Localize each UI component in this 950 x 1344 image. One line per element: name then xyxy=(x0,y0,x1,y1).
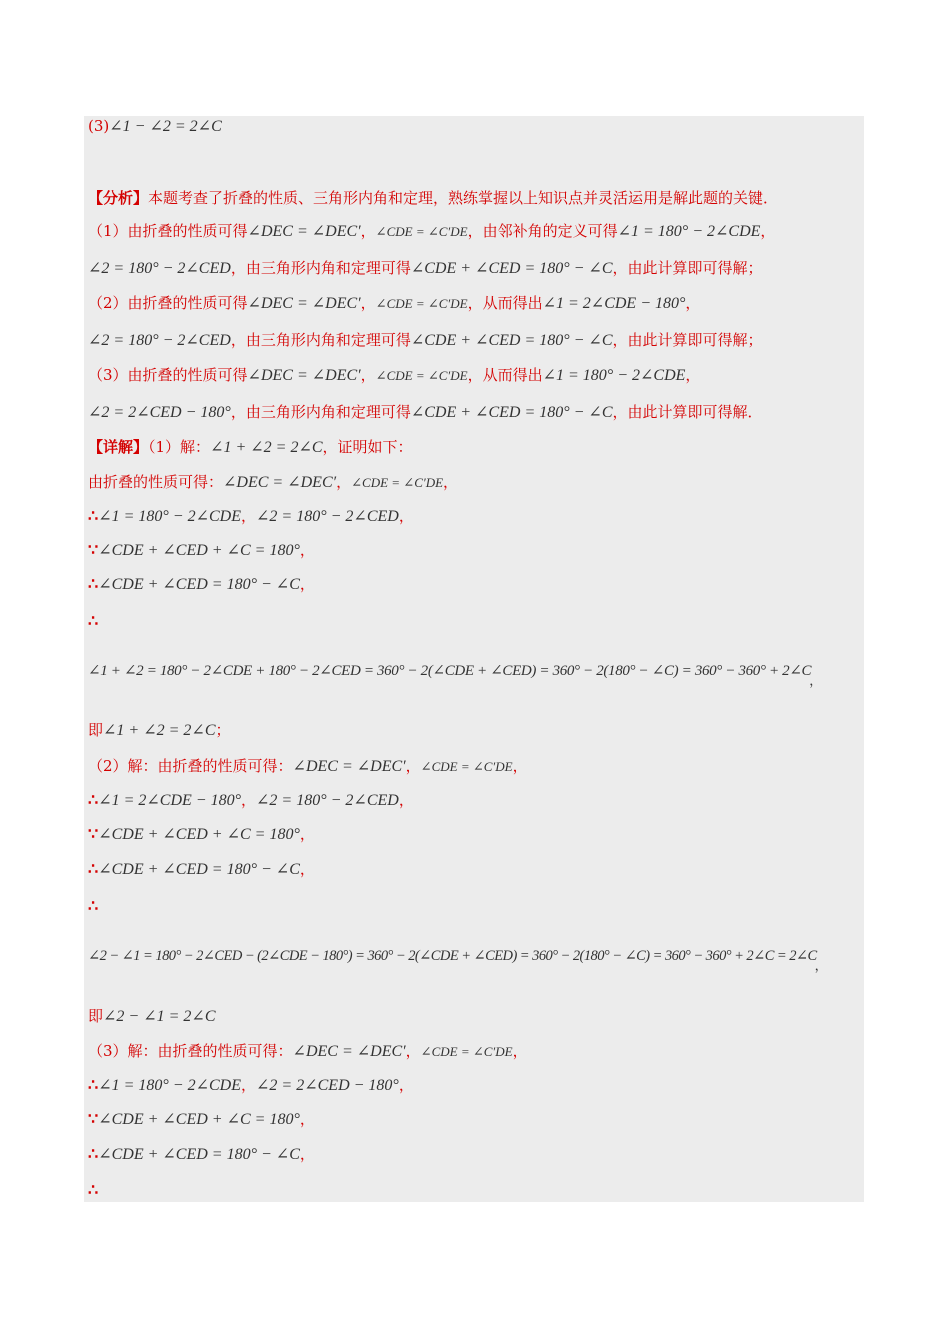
text: ， xyxy=(809,673,822,688)
text: ， xyxy=(685,366,701,384)
text: ； xyxy=(215,721,231,739)
math-expression: ∠2 = 180° − 2∠CED xyxy=(256,792,399,809)
math-expression: ∠1 = 2∠CDE − 180° xyxy=(98,792,241,809)
text: ，由邻补角的定义可得 xyxy=(467,222,618,240)
therefore-symbol: ∴ xyxy=(88,1075,99,1094)
detail-line-17 xyxy=(88,1075,414,1096)
part-number: (3) xyxy=(88,117,110,135)
text: （2）由折叠的性质可得 xyxy=(88,294,248,312)
because-symbol: ∵ xyxy=(88,540,99,559)
text: （3）解：由折叠的性质可得： xyxy=(88,1042,293,1060)
detail-line-12 xyxy=(88,859,315,880)
therefore-symbol: ∴ xyxy=(88,790,99,809)
text: ， xyxy=(360,366,376,384)
math-expression: ∠DEC = ∠DEC′ xyxy=(223,474,337,491)
text: ，由此计算即可得解． xyxy=(612,403,763,421)
detail-line-6 xyxy=(88,611,98,631)
text: ， xyxy=(360,294,376,312)
math-expression: ∠DEC = ∠DEC′ xyxy=(292,758,406,775)
text: ， xyxy=(299,860,315,878)
text: ， xyxy=(299,541,315,559)
detail-line-9 xyxy=(88,756,528,777)
math-expression: ∠1 + ∠2 = 180° − 2∠CDE + 180° − 2∠CED = 360° − 2(∠CDE + ∠CED) = 360° − 2(180° − ∠C) = 360° − 360° + 2∠C xyxy=(88,663,812,679)
detail-line-10 xyxy=(88,790,414,811)
math-expression: ∠CDE + ∠CED = 180° − ∠C xyxy=(410,260,613,277)
math-expression: ∠1 = 2∠CDE − 180° xyxy=(542,295,686,312)
analysis-intro xyxy=(88,188,778,208)
text: ， xyxy=(685,294,701,312)
analysis-line-3a xyxy=(88,365,700,386)
math-expression: ∠2 = 180° − 2∠CED xyxy=(88,260,231,277)
because-symbol: ∵ xyxy=(88,1109,99,1128)
math-expression: ∠CDE = ∠C′DE xyxy=(375,224,468,239)
math-expression: ∠DEC = ∠DEC′ xyxy=(247,223,361,240)
math-expression: ∠CDE = ∠C′DE xyxy=(375,368,468,383)
math-expression: ∠1 − ∠2 = 2∠C xyxy=(109,118,222,135)
math-expression: ∠2 = 180° − 2∠CED xyxy=(256,508,399,525)
text: ， xyxy=(760,222,776,240)
math-expression: ∠CDE = ∠C′DE xyxy=(420,759,513,774)
therefore-symbol: ∴ xyxy=(88,1180,99,1199)
detail-line-15 xyxy=(88,1006,216,1027)
detail-line-2 xyxy=(88,472,458,493)
detail-line-14 xyxy=(88,945,827,976)
text: ， xyxy=(360,222,376,240)
math-expression: ∠2 = 2∠CED − 180° xyxy=(88,404,231,421)
math-expression: ∠1 + ∠2 = 2∠C xyxy=(103,722,216,739)
math-expression: ∠1 = 180° − 2∠CDE xyxy=(617,223,761,240)
detail-line-1 xyxy=(88,437,413,458)
text: （3）由折叠的性质可得 xyxy=(88,366,248,384)
text: ，从而得出 xyxy=(467,294,543,312)
math-expression: ∠1 = 180° − 2∠CDE xyxy=(98,508,241,525)
therefore-symbol: ∴ xyxy=(88,1144,99,1163)
text: ， xyxy=(398,791,414,809)
analysis-tag: 【分析】 xyxy=(88,189,149,207)
math-expression: ∠CDE + ∠CED = 180° − ∠C xyxy=(98,1146,300,1163)
math-expression: ∠CDE + ∠CED = 180° − ∠C xyxy=(410,404,613,421)
text: ， xyxy=(512,1042,528,1060)
detail-line-19 xyxy=(88,1144,315,1165)
part3-result xyxy=(88,116,222,137)
detail-line-18 xyxy=(88,1109,315,1130)
math-expression: ∠CDE + ∠CED = 180° − ∠C xyxy=(410,332,613,349)
text: 由折叠的性质可得： xyxy=(88,473,224,491)
text: ，从而得出 xyxy=(467,366,543,384)
text: ， xyxy=(241,791,257,809)
text: ， xyxy=(405,1042,421,1060)
therefore-symbol: ∴ xyxy=(88,859,99,878)
math-expression: ∠CDE = ∠C′DE xyxy=(420,1044,513,1059)
math-expression: ∠2 − ∠1 = 2∠C xyxy=(103,1008,216,1025)
math-expression: ∠CDE + ∠CED + ∠C = 180° xyxy=(98,542,300,559)
math-expression: ∠2 = 2∠CED − 180° xyxy=(256,1077,399,1094)
math-expression: ∠DEC = ∠DEC′ xyxy=(247,367,361,384)
detail-line-13 xyxy=(88,896,98,916)
text: ，由三角形内角和定理可得 xyxy=(230,259,411,277)
text: 即 xyxy=(88,721,104,739)
analysis-line-1b xyxy=(88,258,763,279)
analysis-line-2b xyxy=(88,330,763,351)
text: 即 xyxy=(88,1007,104,1025)
detail-line-3 xyxy=(88,506,414,527)
text: ， xyxy=(512,757,528,775)
detail-line-8 xyxy=(88,720,231,741)
text: ， xyxy=(299,1145,315,1163)
math-expression: ∠CDE = ∠C′DE xyxy=(375,296,468,311)
math-expression: ∠2 = 180° − 2∠CED xyxy=(88,332,231,349)
detail-line-4 xyxy=(88,540,315,561)
text: ， xyxy=(336,473,352,491)
detail-line-16 xyxy=(88,1041,528,1062)
text: （1）由折叠的性质可得 xyxy=(88,222,248,240)
detail-line-20 xyxy=(88,1180,98,1200)
therefore-symbol: ∴ xyxy=(88,506,99,525)
text: ，由此计算即可得解； xyxy=(612,259,763,277)
analysis-line-2a xyxy=(88,293,700,314)
text: （1）解： xyxy=(148,438,211,456)
text: ，由三角形内角和定理可得 xyxy=(230,403,411,421)
math-expression: ∠1 = 180° − 2∠CDE xyxy=(542,367,686,384)
math-expression: ∠2 − ∠1 = 180° − 2∠CED − (2∠CDE − 180°) = 360° − 2(∠CDE + ∠CED) = 360° − 2(180° − ∠C) = 360° − 360° + 2∠C = 2∠C xyxy=(88,948,817,964)
text: ，由三角形内角和定理可得 xyxy=(230,331,411,349)
math-expression: ∠DEC = ∠DEC′ xyxy=(292,1043,406,1060)
math-expression: ∠CDE + ∠CED + ∠C = 180° xyxy=(98,1111,300,1128)
math-expression: ∠CDE + ∠CED = 180° − ∠C xyxy=(98,576,300,593)
detail-line-11 xyxy=(88,824,315,845)
because-symbol: ∵ xyxy=(88,824,99,843)
therefore-symbol: ∴ xyxy=(88,574,99,593)
text: ， xyxy=(299,1110,315,1128)
detail-tag: 【详解】 xyxy=(88,438,149,456)
math-expression: ∠CDE + ∠CED + ∠C = 180° xyxy=(98,826,300,843)
detail-line-5 xyxy=(88,574,315,595)
analysis-line-1a xyxy=(88,221,775,242)
text: ， xyxy=(299,575,315,593)
detail-line-7 xyxy=(88,660,822,691)
analysis-text: 本题考查了折叠的性质、三角形内角和定理，熟练掌握以上知识点并灵活运用是解此题的关键． xyxy=(148,189,779,207)
text: ， xyxy=(443,473,459,491)
math-expression: ∠DEC = ∠DEC′ xyxy=(247,295,361,312)
text: ， xyxy=(405,757,421,775)
therefore-symbol: ∴ xyxy=(88,611,99,630)
text: ，证明如下： xyxy=(322,438,413,456)
math-expression: ∠CDE = ∠C′DE xyxy=(351,475,444,490)
text: ，由此计算即可得解； xyxy=(612,331,763,349)
text: ， xyxy=(299,825,315,843)
text: ， xyxy=(814,958,828,973)
text: ， xyxy=(398,507,414,525)
text: （2）解：由折叠的性质可得： xyxy=(88,757,293,775)
math-expression: ∠1 = 180° − 2∠CDE xyxy=(98,1077,241,1094)
text: ， xyxy=(241,507,257,525)
math-expression: ∠1 + ∠2 = 2∠C xyxy=(210,439,323,456)
analysis-line-3b xyxy=(88,402,763,423)
math-expression: ∠CDE + ∠CED = 180° − ∠C xyxy=(98,861,300,878)
text: ， xyxy=(398,1076,414,1094)
therefore-symbol: ∴ xyxy=(88,896,99,915)
text: ， xyxy=(241,1076,257,1094)
